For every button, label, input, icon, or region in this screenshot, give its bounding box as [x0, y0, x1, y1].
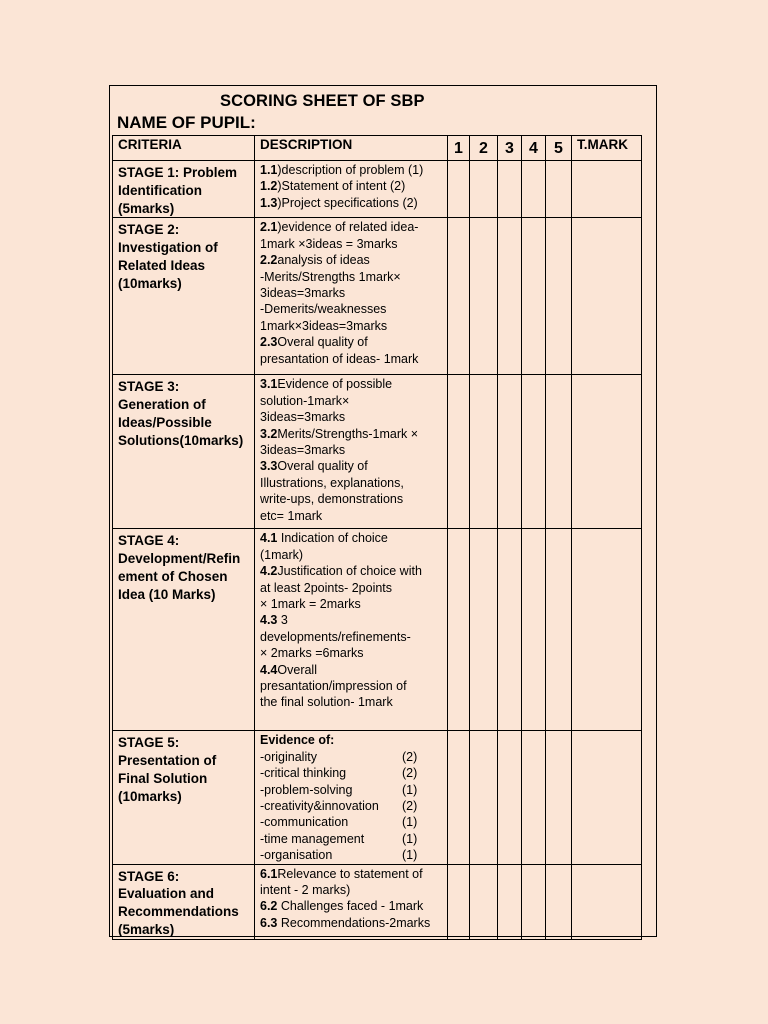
total-mark-cell[interactable] [572, 864, 642, 939]
score-cell-2[interactable] [470, 161, 498, 218]
description-line [260, 915, 445, 931]
description-line [260, 678, 445, 694]
total-mark-cell[interactable] [572, 218, 642, 375]
item-text: intent - 2 marks) [260, 883, 351, 898]
score-cell-4[interactable] [522, 864, 546, 939]
item-text: analysis of ideas [277, 253, 370, 268]
description-line [260, 442, 445, 458]
evidence-mark: (1) [402, 782, 418, 797]
score-col-5-header: 5 [546, 136, 572, 161]
stage-criteria: STAGE 6: Evaluation and Recommendations (5marks) [113, 864, 255, 939]
item-text: )Project specifications (2) [277, 195, 418, 210]
item-text: developments/refinements- [260, 629, 411, 644]
evidence-label: -critical thinking [260, 766, 347, 781]
item-text: Overall [277, 662, 317, 677]
score-cell-3[interactable] [498, 218, 522, 375]
score-cell-5[interactable] [546, 731, 572, 864]
description-line [260, 475, 445, 491]
evidence-item [260, 749, 445, 765]
evidence-mark: (1) [402, 831, 418, 846]
description-line [260, 458, 445, 474]
evidence-label: -time management [260, 831, 365, 846]
description-line [260, 409, 445, 425]
scoring-table [112, 135, 642, 940]
stage-row [113, 161, 642, 218]
description-line [260, 269, 445, 285]
description-header: DESCRIPTION [255, 136, 448, 161]
score-cell-3[interactable] [498, 529, 522, 731]
description-line [260, 236, 445, 252]
stage-description [255, 218, 448, 375]
stage-criteria: STAGE 4: Development/Refin ement of Chosen Idea (10 Marks) [113, 529, 255, 731]
score-col-2-header: 2 [470, 136, 498, 161]
description-line [260, 334, 445, 350]
evidence-item [260, 847, 445, 863]
item-text: )Statement of intent (2) [277, 179, 406, 194]
score-cell-1[interactable] [448, 731, 470, 864]
stage-row [113, 864, 642, 939]
description-line [260, 580, 445, 596]
header-row [113, 136, 642, 161]
total-mark-cell[interactable] [572, 161, 642, 218]
description-line [260, 596, 445, 612]
score-cell-1[interactable] [448, 864, 470, 939]
item-number: 4.1 [260, 531, 278, 546]
item-text: presantation/impression of [260, 679, 407, 694]
item-number: 1.1 [260, 163, 278, 177]
evidence-mark: (2) [402, 799, 418, 814]
description-line [260, 219, 445, 235]
description-line [260, 645, 445, 661]
score-cell-1[interactable] [448, 375, 470, 529]
description-line [260, 301, 445, 317]
item-text: 3ideas=3marks [260, 286, 346, 301]
total-mark-cell[interactable] [572, 375, 642, 529]
description-line [260, 530, 445, 546]
stage-row [113, 218, 642, 375]
item-text: Evidence of possible [277, 377, 393, 392]
item-text: × 1mark = 2marks [260, 597, 361, 612]
description-line [260, 393, 445, 409]
evidence-label: -creativity&innovation [260, 799, 379, 814]
score-cell-1[interactable] [448, 161, 470, 218]
item-number: 4.4 [260, 662, 278, 677]
item-text: )evidence of related idea- [277, 220, 419, 235]
evidence-item [260, 798, 445, 814]
stage-row [113, 375, 642, 529]
score-cell-3[interactable] [498, 864, 522, 939]
item-text: Indication of choice [277, 531, 388, 546]
description-line [260, 508, 445, 524]
description-line [260, 252, 445, 268]
score-cell-5[interactable] [546, 864, 572, 939]
item-text: 1mark×3ideas=3marks [260, 318, 388, 333]
item-text: × 2marks =6marks [260, 646, 364, 661]
item-text: solution-1mark× [260, 393, 350, 408]
item-text: -Merits/Strengths 1mark× [260, 269, 401, 284]
item-text: -Demerits/weaknesses [260, 302, 387, 317]
score-cell-4[interactable] [522, 375, 546, 529]
pupil-name-label: NAME OF PUPIL: [117, 113, 256, 132]
sheet-title: SCORING SHEET OF SBP [220, 92, 425, 110]
total-mark-cell[interactable] [572, 529, 642, 731]
score-cell-2[interactable] [470, 529, 498, 731]
item-text: at least 2points- 2points [260, 580, 393, 595]
item-text: the final solution- 1mark [260, 695, 393, 710]
item-number: 6.1 [260, 866, 278, 881]
item-text: )description of problem (1) [277, 163, 424, 177]
description-line [260, 662, 445, 678]
description-line [260, 162, 445, 178]
stage-criteria: STAGE 5: Presentation of Final Solution (10marks) [113, 731, 255, 864]
item-text: 3ideas=3marks [260, 410, 346, 425]
item-text: Justification of choice with [277, 564, 422, 579]
stage-row [113, 529, 642, 731]
score-cell-5[interactable] [546, 375, 572, 529]
evidence-mark: (1) [402, 848, 418, 863]
stage-criteria: STAGE 1: Problem Identification (5marks) [113, 161, 255, 218]
item-text: Overal quality of [277, 335, 368, 350]
item-number: 1.3 [260, 195, 278, 210]
description-line [260, 547, 445, 563]
evidence-label: -originality [260, 749, 317, 764]
item-text: Illustrations, explanations, [260, 475, 404, 490]
total-mark-cell[interactable] [572, 731, 642, 864]
score-cell-2[interactable] [470, 864, 498, 939]
score-col-4-header: 4 [522, 136, 546, 161]
description-line [260, 694, 445, 710]
score-cell-3[interactable] [498, 731, 522, 864]
item-text: Merits/Strengths-1mark × [277, 426, 419, 441]
description-line [260, 376, 445, 392]
evidence-item [260, 814, 445, 830]
score-cell-3[interactable] [498, 375, 522, 529]
description-line [260, 612, 445, 628]
item-number: 1.2 [260, 179, 278, 194]
item-text: 1mark ×3ideas = 3marks [260, 236, 398, 251]
stage-description [255, 161, 448, 218]
item-number: 2.2 [260, 253, 278, 268]
item-text: Challenges faced - 1mark [277, 899, 424, 914]
score-cell-5[interactable] [546, 529, 572, 731]
item-number: 3.2 [260, 426, 278, 441]
item-number: 4.2 [260, 564, 278, 579]
description-line [260, 178, 445, 194]
description-line [260, 426, 445, 442]
score-cell-2[interactable] [470, 731, 498, 864]
item-text: 3 [277, 613, 288, 628]
item-number: 2.3 [260, 335, 278, 350]
description-line [260, 898, 445, 914]
description-line [260, 629, 445, 645]
stage-description [255, 864, 448, 939]
description-line [260, 195, 445, 211]
scoring-sheet [109, 85, 657, 937]
evidence-label: -communication [260, 815, 349, 830]
score-cell-1[interactable] [448, 529, 470, 731]
evidence-mark: (2) [402, 749, 418, 764]
item-text: write-ups, demonstrations [260, 492, 404, 507]
score-cell-4[interactable] [522, 218, 546, 375]
stage-description [255, 731, 448, 864]
evidence-label: -organisation [260, 848, 333, 863]
description-line [260, 882, 445, 898]
total-mark-header: T.MARK [572, 136, 642, 161]
item-text: Overal quality of [277, 459, 368, 474]
score-cell-1[interactable] [448, 218, 470, 375]
evidence-mark: (1) [402, 815, 418, 830]
score-cell-5[interactable] [546, 218, 572, 375]
score-cell-4[interactable] [522, 161, 546, 218]
criteria-header: CRITERIA [113, 136, 255, 161]
stage-criteria: STAGE 2: Investigation of Related Ideas (10marks) [113, 218, 255, 375]
stage-row [113, 731, 642, 864]
evidence-item [260, 831, 445, 847]
description-line [260, 318, 445, 334]
score-cell-5[interactable] [546, 161, 572, 218]
score-cell-2[interactable] [470, 218, 498, 375]
item-number: 2.1 [260, 220, 278, 235]
item-number: 4.3 [260, 613, 278, 628]
item-number: 3.1 [260, 377, 278, 392]
description-line [260, 563, 445, 579]
score-cell-4[interactable] [522, 731, 546, 864]
item-text: Recommendations-2marks [277, 915, 431, 930]
score-col-1-header: 1 [448, 136, 470, 161]
item-text: presantation of ideas- 1mark [260, 351, 419, 366]
evidence-item [260, 765, 445, 781]
item-number: 3.3 [260, 459, 278, 474]
score-cell-3[interactable] [498, 161, 522, 218]
score-col-3-header: 3 [498, 136, 522, 161]
description-line [260, 351, 445, 367]
item-number: 6.2 [260, 899, 278, 914]
description-line [260, 491, 445, 507]
description-line [260, 285, 445, 301]
stage-criteria: STAGE 3: Generation of Ideas/Possible Solutions(10marks) [113, 375, 255, 529]
evidence-label: -problem-solving [260, 782, 353, 797]
item-text: (1mark) [260, 547, 304, 562]
item-number: 6.3 [260, 915, 278, 930]
evidence-item [260, 782, 445, 798]
evidence-title: Evidence of: [260, 733, 335, 748]
description-line [260, 866, 445, 882]
score-cell-2[interactable] [470, 375, 498, 529]
stage-description [255, 529, 448, 731]
item-text: Relevance to statement of [277, 866, 423, 881]
evidence-mark: (2) [402, 766, 418, 781]
score-cell-4[interactable] [522, 529, 546, 731]
stage-description [255, 375, 448, 529]
item-text: etc= 1mark [260, 508, 323, 523]
item-text: 3ideas=3marks [260, 443, 346, 458]
